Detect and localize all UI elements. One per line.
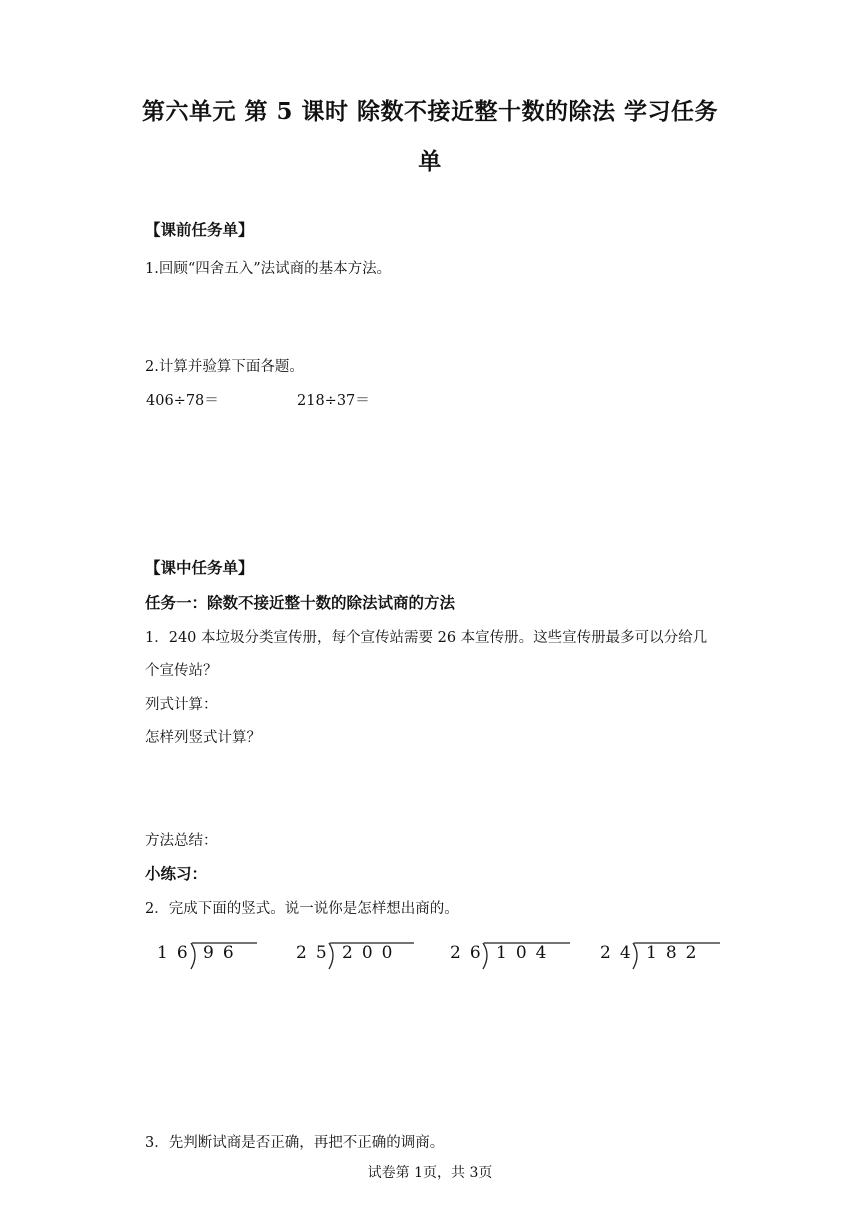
in-class-header: 【课中任务单】 xyxy=(145,558,254,577)
divisor: 16 xyxy=(157,943,197,963)
divisor: 26 xyxy=(450,943,490,963)
pre-question-1: 1.回顾“四舍五入”法试商的基本方法。 xyxy=(145,261,392,277)
long-division-2 xyxy=(296,937,421,977)
divisor: 25 xyxy=(296,943,336,963)
problem-2: 2．完成下面的竖式。说一说你是怎样想出商的。 xyxy=(145,901,459,917)
dividend: 104 xyxy=(496,943,556,963)
pre-question-2: 2.计算并验算下面各题。 xyxy=(145,359,304,375)
page-footer: 试卷第 1页，共 3页 xyxy=(367,1165,493,1181)
problem-1-line-1: 1．240 本垃圾分类宣传册，每个宣传站需要 26 本宣传册。这些宣传册最多可以分给几 xyxy=(145,630,708,646)
practice-heading: 小练习： xyxy=(145,864,208,883)
vertical-calculation-prompt: 怎样列竖式计算？ xyxy=(145,730,261,746)
long-division-1 xyxy=(157,937,267,977)
equation-1: 406÷78＝ xyxy=(146,393,219,409)
list-calculation-label: 列式计算： xyxy=(145,697,218,713)
long-division-3 xyxy=(450,937,575,977)
task-1-heading: 任务一：除数不接近整十数的除法试商的方法 xyxy=(145,593,456,612)
dividend: 96 xyxy=(203,943,243,963)
pre-class-header: 【课前任务单】 xyxy=(145,220,254,239)
dividend: 182 xyxy=(646,943,706,963)
equation-2: 218÷37＝ xyxy=(297,393,370,409)
method-summary-label: 方法总结： xyxy=(145,833,218,849)
problem-3: 3．先判断试商是否正确，再把不正确的调商。 xyxy=(145,1135,445,1151)
problem-1-line-2: 个宣传站？ xyxy=(145,663,218,679)
divisor: 24 xyxy=(600,943,640,963)
page-title-continued: 单 xyxy=(418,148,442,175)
long-division-4 xyxy=(600,937,722,977)
page-title: 第六单元 第 5 课时 除数不接近整十数的除法 学习任务 xyxy=(141,98,719,125)
dividend: 200 xyxy=(342,943,402,963)
